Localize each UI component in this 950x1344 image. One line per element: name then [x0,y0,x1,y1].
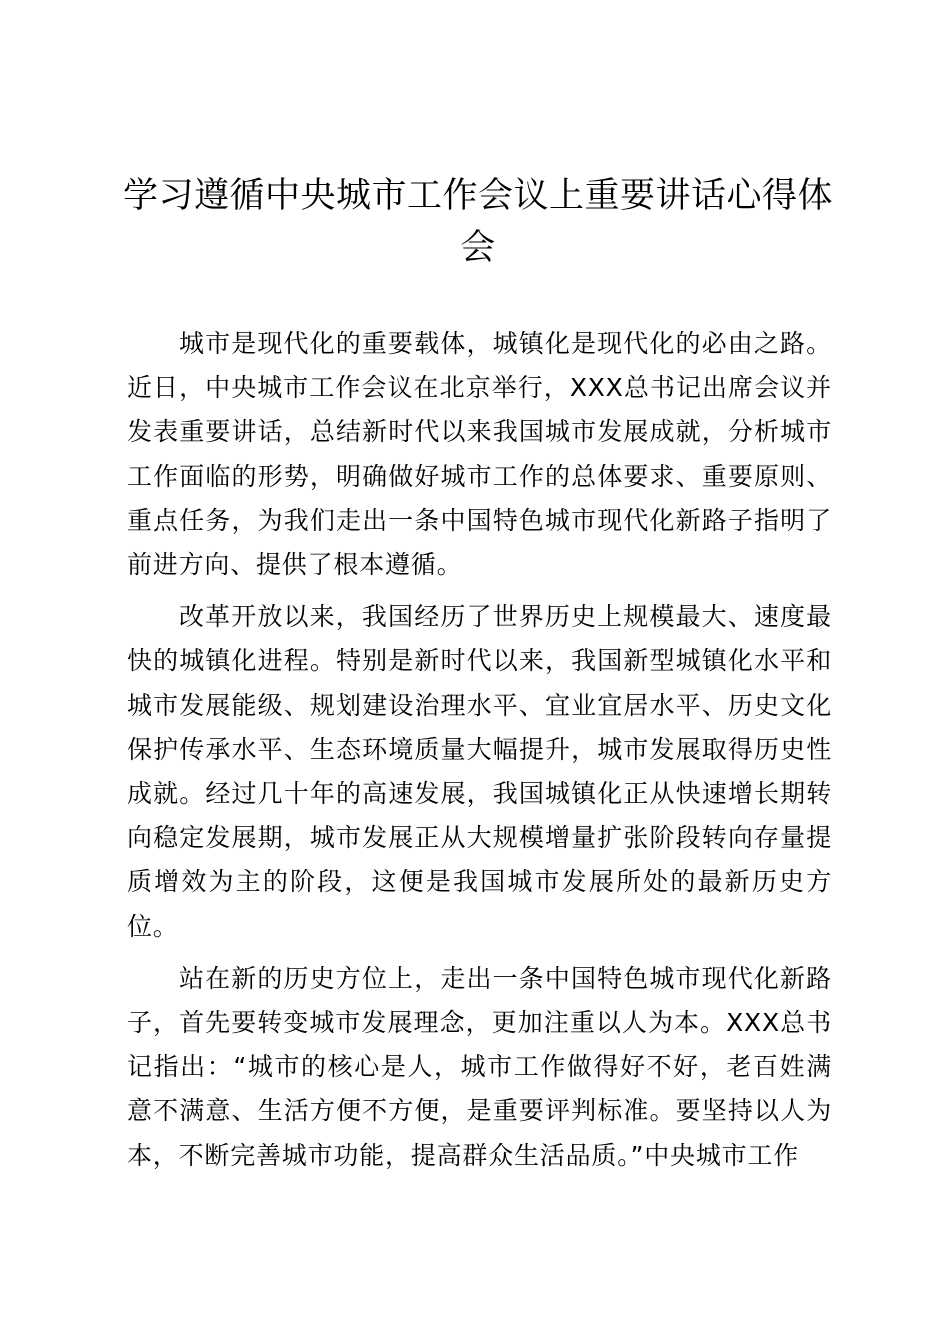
paragraph: 站在新的历史方位上，走出一条中国特色城市现代化新路子，首先要转变城市发展理念，更加注重以人为本。XXX总书记指出：“城市的核心是人，城市工作做得好不好，老百姓满意不满意、生活方便不方便，是重要评判标准。要坚持以人为本，不断完善城市功能，提高群众生活品质。”中央城市工作 [127,963,832,1170]
paragraph: 城市是现代化的重要载体，城镇化是现代化的必由之路。近日，中央城市工作会议在北京举行，XXX总书记出席会议并发表重要讲话，总结新时代以来我国城市发展成就，分析城市工作面临的形势，明确做好城市工作的总体要求、重要原则、重点任务，为我们走出一条中国特色城市现代化新路子指明了前进方向、提供了根本遵循。 [127,329,832,580]
document-title: 学习遵循中央城市工作会议上重要讲话心得体会 [122,176,833,268]
document-body [127,322,832,1186]
paragraph: 改革开放以来，我国经历了世界历史上规模最大、速度最快的城镇化进程。特别是新时代以来，我国新型城镇化水平和城市发展能级、规划建设治理水平、宜业宜居水平、历史文化保护传承水平、生态环境质量大幅提升，城市发展取得历史性成就。经过几十年的高速发展，我国城镇化正从快速增长期转向稳定发展期，城市发展正从大规模增量扩张阶段转向存量提质增效为主的阶段，这便是我国城市发展所处的最新历史方位。 [127,602,832,941]
